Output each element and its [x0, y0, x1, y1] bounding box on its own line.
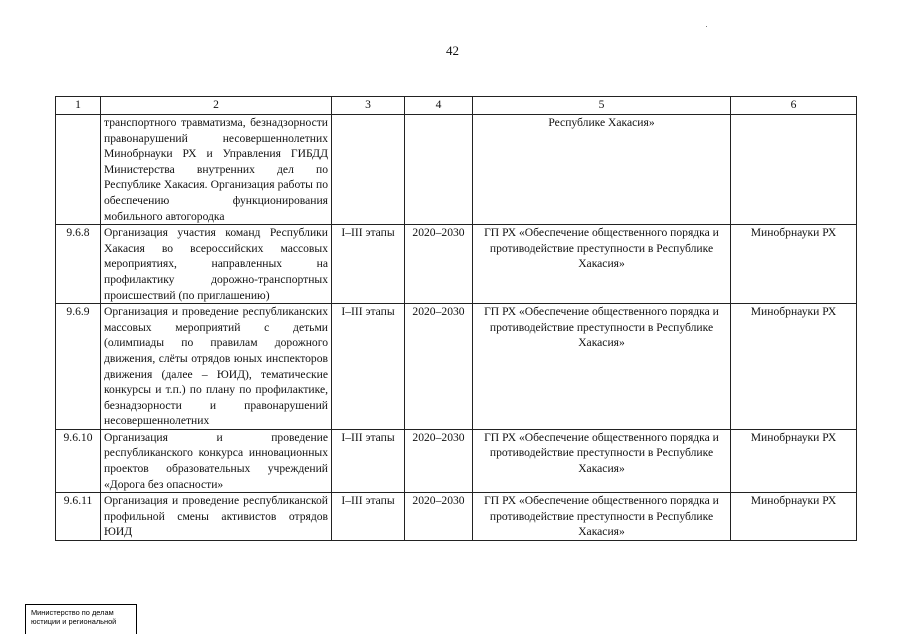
- table-row: [56, 115, 857, 225]
- years-cell: 2020–2030: [405, 304, 473, 430]
- executor-cell: Минобрнауки РХ: [731, 429, 857, 492]
- stage-cell: I–III этапы: [332, 493, 405, 541]
- executor-cell: [731, 115, 857, 225]
- program-cell: ГП РХ «Обеспечение общественного порядка и противодействие преступности в Республике Хакасия»: [473, 493, 731, 541]
- executor-cell: Минобрнауки РХ: [731, 304, 857, 430]
- program-cell: Республике Хакасия»: [473, 115, 731, 225]
- activity-text: Организация участия команд Республики Хакасия во всероссийских массовых мероприятиях, направленных на профилактику дорожно-транспортных происшествий (по приглашению): [101, 225, 332, 304]
- row-number: 9.6.11: [56, 493, 101, 541]
- header-col-2: 2: [101, 97, 332, 115]
- row-number: [56, 115, 101, 225]
- table-row: [56, 429, 857, 492]
- program-cell: ГП РХ «Обеспечение общественного порядка и противодействие преступности в Республике Хакасия»: [473, 225, 731, 304]
- program-cell: ГП РХ «Обеспечение общественного порядка и противодействие преступности в Республике Хакасия»: [473, 304, 731, 430]
- header-col-4: 4: [405, 97, 473, 115]
- row-number: 9.6.10: [56, 429, 101, 492]
- activity-text: транспортного травматизма, безнадзорности правонарушений несовершеннолетних Минобрнауки РХ и Управления ГИБДД Министерства внутренних дел по Республике Хакасия. Организация работы по обеспечению функционирования мобильного автогородка: [101, 115, 332, 225]
- stamp-line-2: юстиции и региональной: [31, 617, 117, 626]
- stage-cell: I–III этапы: [332, 304, 405, 430]
- stage-cell: [332, 115, 405, 225]
- table-row: [56, 304, 857, 430]
- table-header-row: [56, 97, 857, 115]
- activity-plan-table: [55, 96, 857, 541]
- scan-dot: [706, 26, 707, 27]
- header-col-6: 6: [731, 97, 857, 115]
- years-cell: 2020–2030: [405, 225, 473, 304]
- page-number: 42: [446, 43, 459, 58]
- header-col-3: 3: [332, 97, 405, 115]
- stage-cell: I–III этапы: [332, 225, 405, 304]
- executor-cell: Минобрнауки РХ: [731, 493, 857, 541]
- row-number: 9.6.9: [56, 304, 101, 430]
- stage-cell: I–III этапы: [332, 429, 405, 492]
- header-col-5: 5: [473, 97, 731, 115]
- activity-text: Организация и проведение республиканских массовых мероприятий с детьми (олимпиады по правилам дорожного движения, слёты отрядов юных инспекторов движения (далее – ЮИД), тематические конкурсы и т.п.) по плану по профилактике, безнадзорности и правонарушений несовершеннолетних: [101, 304, 332, 430]
- program-cell: ГП РХ «Обеспечение общественного порядка и противодействие преступности в Республике Хакасия»: [473, 429, 731, 492]
- header-col-1: 1: [56, 97, 101, 115]
- activity-text: Организация и проведение республиканской профильной смены активистов отрядов ЮИД: [101, 493, 332, 541]
- years-cell: [405, 115, 473, 225]
- activity-text: Организация и проведение республиканского конкурса инновационных проектов образовательных учреждений «Дорога без опасности»: [101, 429, 332, 492]
- years-cell: 2020–2030: [405, 493, 473, 541]
- row-number: 9.6.8: [56, 225, 101, 304]
- stamp-line-1: Министерство по делам: [31, 608, 114, 617]
- table-row: [56, 225, 857, 304]
- table-row: [56, 493, 857, 541]
- executor-cell: Минобрнауки РХ: [731, 225, 857, 304]
- years-cell: 2020–2030: [405, 429, 473, 492]
- ministry-stamp: [25, 604, 137, 634]
